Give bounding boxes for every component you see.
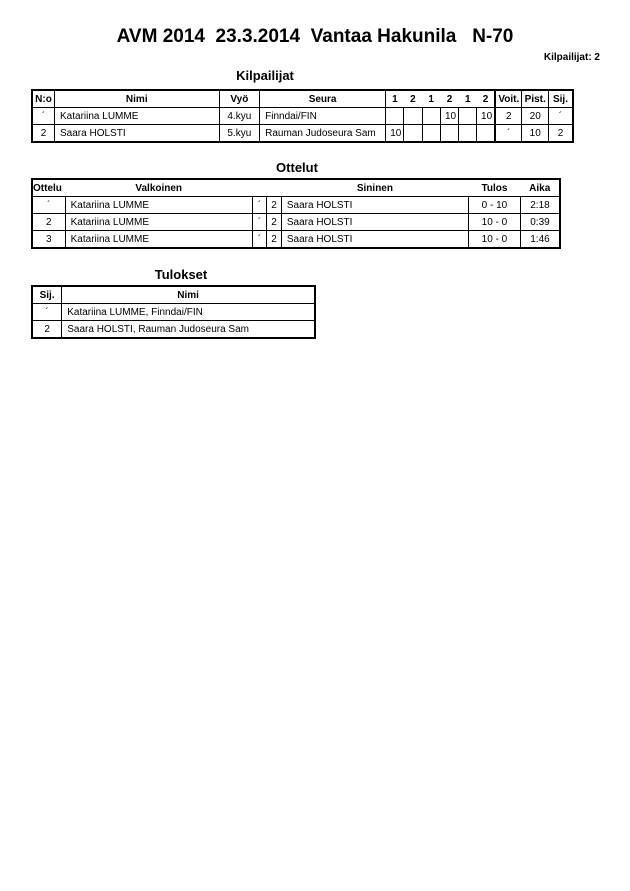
cell-belt: 4.kyu xyxy=(219,108,260,125)
cell-result: 10 - 0 xyxy=(468,231,520,249)
cell-result: 0 - 10 xyxy=(468,197,520,214)
results-title: Tulokset xyxy=(154,267,208,282)
cell-number: ´ xyxy=(32,108,55,125)
col-header: Aika xyxy=(520,179,560,197)
competitors-table xyxy=(31,89,574,143)
cell-score: 10 xyxy=(477,108,495,125)
cell-rank: ´ xyxy=(32,304,62,321)
cell-white: Katariina LUMME xyxy=(65,214,252,231)
cell-score xyxy=(422,108,440,125)
competitor-count: Kilpailijat: 2 xyxy=(543,52,600,63)
cell-score xyxy=(440,125,458,143)
col-header: Pist. xyxy=(522,90,549,108)
cell-time: 2:18 xyxy=(520,197,560,214)
table-row xyxy=(32,197,560,214)
cell-white-number: ´ xyxy=(252,214,267,231)
cell-name: Saara HOLSTI xyxy=(55,125,220,143)
col-header: Seura xyxy=(260,90,386,108)
col-header: 1 xyxy=(422,90,440,108)
cell-match-number: 3 xyxy=(32,231,65,249)
matches-title: Ottelut xyxy=(276,160,318,175)
cell-time: 1:46 xyxy=(520,231,560,249)
cell-points: 10 xyxy=(522,125,549,143)
cell-club: Rauman Judoseura Sam xyxy=(260,125,386,143)
cell-score xyxy=(459,108,477,125)
matches-table xyxy=(31,178,561,249)
results-table xyxy=(31,285,316,339)
col-header: Vyö xyxy=(219,90,260,108)
cell-score: 10 xyxy=(386,125,404,143)
cell-blue: Saara HOLSTI xyxy=(281,231,468,249)
cell-blue: Saara HOLSTI xyxy=(281,197,468,214)
col-header: 2 xyxy=(477,90,495,108)
col-header: Valkoinen xyxy=(65,179,252,197)
cell-white: Katariina LUMME xyxy=(65,197,252,214)
col-header: Nimi xyxy=(55,90,220,108)
cell-belt: 5.kyu xyxy=(219,125,260,143)
page-title: AVM 2014 23.3.2014 Vantaa Hakunila N-70 xyxy=(116,26,514,47)
competitors-header-row xyxy=(32,90,573,108)
matches-header-row xyxy=(32,179,560,197)
col-header: Sij. xyxy=(549,90,574,108)
col-header: Voit. xyxy=(495,90,522,108)
cell-blue-number: 2 xyxy=(267,214,282,231)
competitors-title: Kilpailijat xyxy=(236,68,294,83)
cell-time: 0:39 xyxy=(520,214,560,231)
cell-score xyxy=(422,125,440,143)
col-header: 1 xyxy=(459,90,477,108)
table-row xyxy=(32,231,560,249)
results-header-row xyxy=(32,286,315,304)
cell-rank: 2 xyxy=(549,125,574,143)
cell-number: 2 xyxy=(32,125,55,143)
col-header: Ottelu xyxy=(32,179,65,197)
table-row xyxy=(32,125,573,143)
cell-points: 20 xyxy=(522,108,549,125)
table-row xyxy=(32,108,573,125)
cell-rank: ´ xyxy=(549,108,574,125)
cell-wins: ´ xyxy=(495,125,522,143)
cell-white-number: ´ xyxy=(252,197,267,214)
col-header: Sij. xyxy=(32,286,62,304)
cell-match-number: ´ xyxy=(32,197,65,214)
cell-rank: 2 xyxy=(32,321,62,339)
cell-match-number: 2 xyxy=(32,214,65,231)
col-header: 2 xyxy=(404,90,422,108)
col-header xyxy=(252,179,281,197)
cell-white: Katariina LUMME xyxy=(65,231,252,249)
cell-score xyxy=(404,125,422,143)
cell-blue: Saara HOLSTI xyxy=(281,214,468,231)
col-header: Sininen xyxy=(281,179,468,197)
col-header: Tulos xyxy=(468,179,520,197)
col-header: Nimi xyxy=(62,286,315,304)
table-row xyxy=(32,321,315,339)
cell-score xyxy=(477,125,495,143)
cell-score: 10 xyxy=(440,108,458,125)
cell-result: 10 - 0 xyxy=(468,214,520,231)
cell-score xyxy=(386,108,404,125)
cell-name-club: Saara HOLSTI, Rauman Judoseura Sam xyxy=(62,321,315,339)
cell-white-number: ´ xyxy=(252,231,267,249)
cell-name-club: Katariina LUMME, Finndai/FIN xyxy=(62,304,315,321)
cell-blue-number: 2 xyxy=(267,231,282,249)
col-header: 1 xyxy=(386,90,404,108)
cell-blue-number: 2 xyxy=(267,197,282,214)
cell-wins: 2 xyxy=(495,108,522,125)
cell-score xyxy=(404,108,422,125)
cell-club: Finndai/FIN xyxy=(260,108,386,125)
table-row xyxy=(32,304,315,321)
col-header: 2 xyxy=(440,90,458,108)
cell-name: Katariina LUMME xyxy=(55,108,220,125)
cell-score xyxy=(459,125,477,143)
col-header: N:o xyxy=(32,90,55,108)
table-row xyxy=(32,214,560,231)
